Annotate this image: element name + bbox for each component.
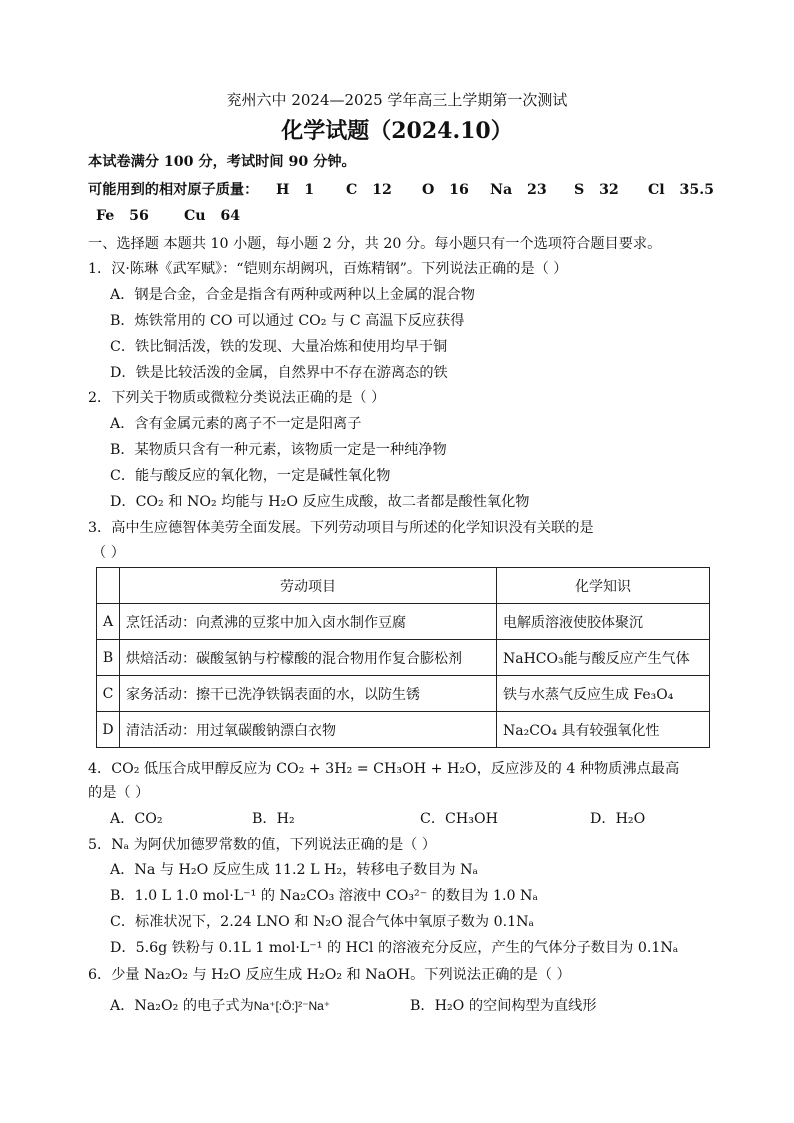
atom-h: H 1 [276, 182, 315, 198]
q1-option-b: B．炼铁常用的 CO 可以通过 CO₂ 与 C 高温下反应获得 [110, 313, 465, 329]
q4-option-a: A．CO₂ [110, 811, 163, 827]
table-header-knowledge: 化学知识 [497, 568, 710, 604]
row-knowledge: 电解质溶液使胶体聚沉 [497, 604, 710, 640]
q3-stem-line2: （ ） [92, 545, 125, 561]
q1-option-c: C．铁比铜活泼，铁的发现、大量冶炼和使用均早于铜 [110, 339, 448, 355]
atom-fe: Fe 56 [96, 208, 149, 224]
q5-stem: 5．Nₐ 为阿伏加德罗常数的值，下列说法正确的是（ ） [88, 837, 437, 853]
q2-option-a: A．含有金属元素的离子不一定是阳离子 [110, 416, 362, 432]
atomic-mass-row-2 [96, 206, 241, 226]
q2-option-b: B．某物质只含有一种元素，该物质一定是一种纯净物 [110, 442, 447, 458]
q2-option-c: C．能与酸反应的氧化物，一定是碱性氧化物 [110, 468, 391, 484]
q5-option-b: B．1.0 L 1.0 mol·L⁻¹ 的 Na₂CO₃ 溶液中 CO₃²⁻ 的数目为 1.0 Nₐ [110, 888, 538, 904]
table-row [97, 604, 710, 640]
q6-option-a [110, 996, 330, 1016]
q4-stem-line2: 的是（ ） [88, 785, 150, 801]
q6-option-a-label: A．Na₂O₂ 的电子式为 [110, 998, 254, 1014]
q1-option-d: D．铁是比较活泼的金属，自然界中不存在游离态的铁 [110, 365, 448, 381]
table-row [97, 712, 710, 748]
section-heading: 一、选择题 本题共 10 小题，每小题 2 分，共 20 分。每小题只有一个选项符合题目要求。 [88, 236, 662, 252]
q5-option-a: A．Na 与 H₂O 反应生成 11.2 L H₂，转移电子数目为 Nₐ [110, 862, 478, 878]
table-row [97, 676, 710, 712]
q4-option-d: D．H₂O [590, 811, 646, 827]
school-header: 兖州六中 2024—2025 学年高三上学期第一次测试 [226, 91, 568, 109]
row-label: A [97, 604, 120, 640]
row-knowledge: Na₂CO₄ 具有较强氧化性 [497, 712, 710, 748]
row-label: D [97, 712, 120, 748]
row-label: B [97, 640, 120, 676]
score-time-note: 本试卷满分 100 分，考试时间 90 分钟。 [88, 154, 356, 170]
row-activity: 烘焙活动：碳酸氢钠与柠檬酸的混合物用作复合膨松剂 [120, 640, 497, 676]
q1-option-a: A．钢是合金，合金是指含有两种或两种以上金属的混合物 [110, 287, 475, 303]
table-row [97, 640, 710, 676]
q5-option-c: C．标准状况下，2.24 LNO 和 N₂O 混合气体中氧原子数为 0.1Nₐ [110, 914, 535, 930]
q3-stem-line1: 3．高中生应德智体美劳全面发展。下列劳动项目与所述的化学知识没有关联的是 [88, 520, 594, 536]
row-knowledge: 铁与水蒸气反应生成 Fe₃O₄ [497, 676, 710, 712]
atom-o: O 16 [422, 182, 469, 198]
table-header-blank [97, 568, 120, 604]
q4-option-b: B．H₂ [252, 811, 295, 827]
q2-option-d: D．CO₂ 和 NO₂ 均能与 H₂O 反应生成酸，故二者都是酸性氧化物 [110, 494, 530, 510]
row-activity: 清洁活动：用过氧碳酸钠漂白衣物 [120, 712, 497, 748]
q1-stem: 1．汉·陈琳《武军赋》：“铠则东胡阙巩，百炼精钢”。下列说法正确的是（ ） [88, 261, 568, 277]
row-activity: 家务活动：擦干已洗净铁锅表面的水，以防生锈 [120, 676, 497, 712]
atom-cu: Cu 64 [184, 208, 241, 224]
atom-cl: Cl 35.5 [648, 182, 715, 198]
atom-c: C 12 [346, 182, 392, 198]
q4-option-c: C．CH₃OH [420, 811, 498, 827]
atomic-mass-label: 可能用到的相对原子质量： [88, 182, 259, 198]
q2-stem: 2．下列关于物质或微粒分类说法正确的是（ ） [88, 390, 386, 406]
row-activity: 烹饪活动：向煮沸的豆浆中加入卤水制作豆腐 [120, 604, 497, 640]
table-header-row [97, 568, 710, 604]
atom-na: Na 23 [490, 182, 547, 198]
atomic-mass-row-1 [88, 180, 715, 200]
atom-s: S 32 [574, 182, 619, 198]
row-label: C [97, 676, 120, 712]
electron-formula: Na⁺[:Ö:]²⁻Na⁺ [253, 999, 331, 1013]
q5-option-d: D．5.6g 铁粉与 0.1L 1 mol·L⁻¹ 的 HCl 的溶液充分反应，产生的气体分子数目为 0.1Nₐ [110, 940, 679, 956]
row-knowledge: NaHCO₃能与酸反应产生气体 [497, 640, 710, 676]
q4-stem-line1: 4．CO₂ 低压合成甲醇反应为 CO₂ + 3H₂ = CH₃OH + H₂O，反应涉及的 4 种物质沸点最高 [88, 761, 680, 777]
q3-table [96, 567, 710, 748]
q6-option-b: B．H₂O 的空间构型为直线形 [410, 998, 597, 1014]
page-title: 化学试题（2024.10） [281, 118, 513, 144]
table-header-activity: 劳动项目 [120, 568, 497, 604]
q6-stem: 6．少量 Na₂O₂ 与 H₂O 反应生成 H₂O₂ 和 NaOH。下列说法正确的是（ ） [88, 967, 571, 983]
